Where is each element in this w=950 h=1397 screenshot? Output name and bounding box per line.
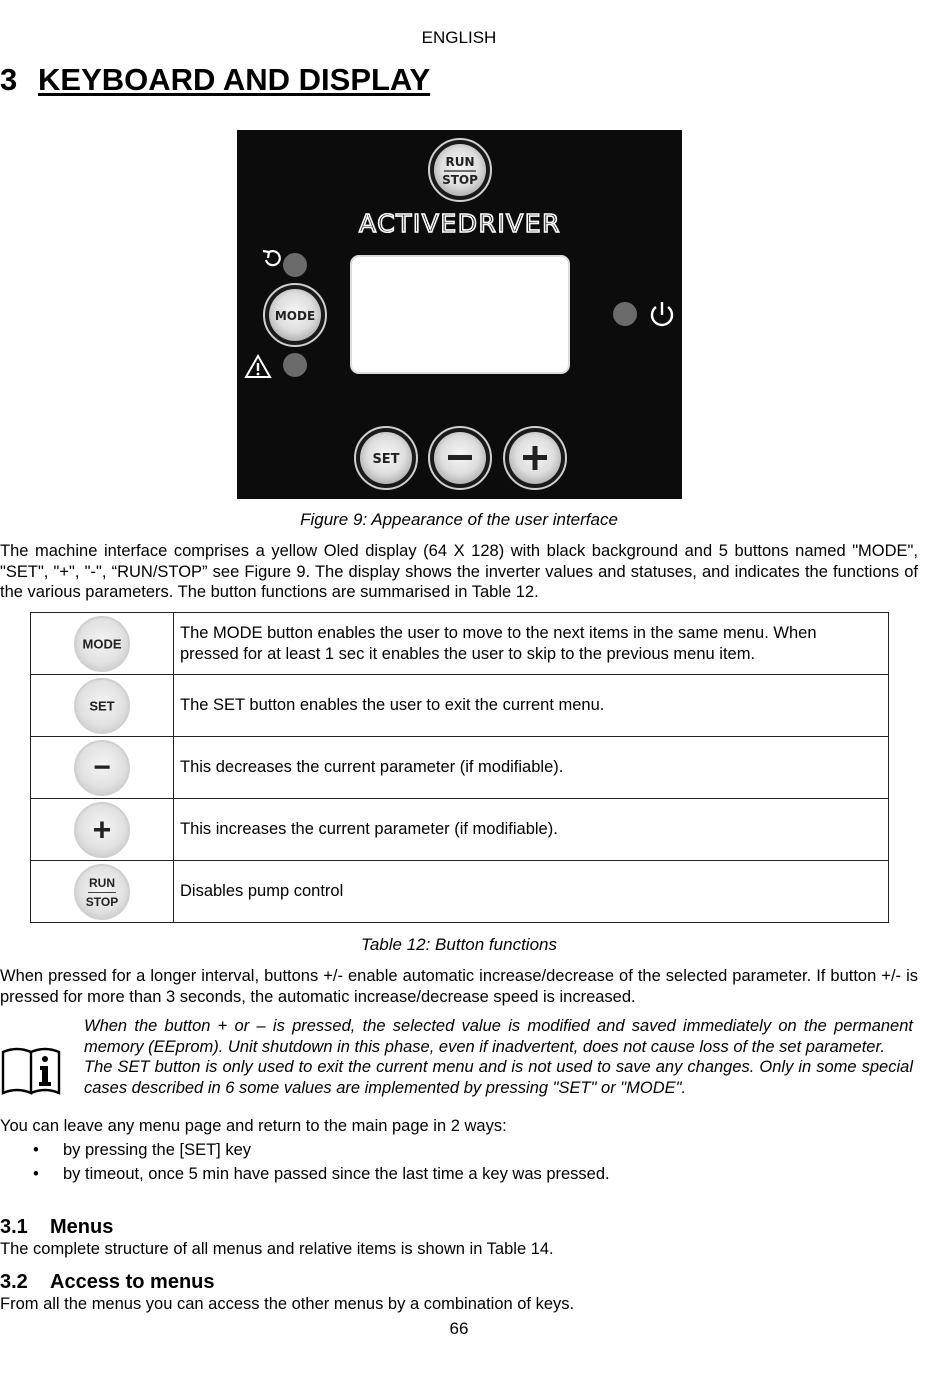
power-icon xyxy=(652,302,672,325)
long-press-text: When pressed for a longer interval, buttons +/- enable automatic increase/decrease of the selected parameter. If button +/- is pressed for more than 3 seconds, the automatic increase/decrease speed is increased. xyxy=(0,967,918,1006)
intro-paragraph xyxy=(0,541,918,603)
run-label: RUN xyxy=(445,155,475,169)
note-box xyxy=(84,1016,913,1098)
plus-button[interactable] xyxy=(504,427,566,489)
subsection-text-3-2: From all the menus you can access the other menus by a combination of keys. xyxy=(0,1295,575,1313)
subsection-heading-3-1: 3.1 Menus xyxy=(0,1216,114,1238)
alarm-led xyxy=(283,353,307,377)
run-stop-button-icon: RUN STOP xyxy=(74,864,130,920)
control-panel-drawing xyxy=(237,130,682,499)
table-row xyxy=(31,799,889,861)
set-button[interactable] xyxy=(355,427,417,489)
minus-button-icon: − xyxy=(74,740,130,796)
set-button-icon: SET xyxy=(74,678,130,734)
section-title: KEYBOARD AND DISPLAY xyxy=(38,62,431,97)
refresh-icon xyxy=(263,251,280,265)
figure-caption: Figure 9: Appearance of the user interface xyxy=(300,510,618,529)
mode-button-icon: MODE xyxy=(74,616,130,672)
leave-menu-list xyxy=(0,1138,610,1186)
stop-label: STOP xyxy=(442,173,478,187)
leave-menu-intro: You can leave any menu page and return to the main page in 2 ways: xyxy=(0,1117,507,1135)
table-row xyxy=(31,613,889,675)
control-panel-figure xyxy=(237,130,682,499)
mode-label: MODE xyxy=(274,309,316,323)
section-heading xyxy=(0,62,430,98)
list-item: • by pressing the [SET] key xyxy=(0,1138,610,1162)
power-led xyxy=(613,302,637,326)
brand-logo: ACTIVEDRIVER xyxy=(359,209,561,238)
list-item: • by timeout, once 5 min have passed since the last time a key was pressed. xyxy=(0,1162,610,1186)
run-stop-description: Disables pump control xyxy=(174,861,889,923)
section-number: 3 xyxy=(0,62,18,97)
mode-button[interactable] xyxy=(264,284,326,346)
warning-icon xyxy=(246,356,270,377)
page-header-language: ENGLISH xyxy=(421,28,497,47)
plus-button-icon: + xyxy=(74,802,130,858)
table-row xyxy=(31,861,889,923)
set-label: SET xyxy=(372,452,400,467)
status-led-1 xyxy=(283,253,307,277)
button-functions-table xyxy=(30,612,889,923)
note-line-2: The SET button is only used to exit the current menu and is not used to save any changes. Only in some special cases described in 6 some values are implemented by pressing "SET" or "MODE". xyxy=(84,1058,913,1097)
table-row xyxy=(31,675,889,737)
intro-paragraph-text: The machine interface comprises a yellow Oled display (64 X 128) with black background and 5 buttons named "MODE", "SET", "+", "-", “RUN/STOP” see Figure 9. The display shows the inverter values and statuses, and indicates the functions of the various parameters. The button functions are summarised in Table 12. xyxy=(0,542,918,601)
minus-description: This decreases the current parameter (if modifiable). xyxy=(174,737,889,799)
subsection-text-3-1: The complete structure of all menus and relative items is shown in Table 14. xyxy=(0,1240,554,1258)
run-stop-button[interactable] xyxy=(429,139,491,201)
subsection-heading-3-2: 3.2 Access to menus xyxy=(0,1271,215,1293)
oled-display xyxy=(351,256,569,373)
set-description: The SET button enables the user to exit the current menu. xyxy=(174,675,889,737)
table-caption: Table 12: Button functions xyxy=(361,935,557,954)
mode-description: The MODE button enables the user to move to the next items in the same menu. When pressed for at least 1 sec it enables the user to skip to the previous menu item. xyxy=(174,613,889,675)
page-number: 66 xyxy=(449,1319,469,1338)
long-press-paragraph xyxy=(0,966,918,1007)
info-book-icon xyxy=(0,1044,64,1096)
plus-description: This increases the current parameter (if modifiable). xyxy=(174,799,889,861)
minus-button[interactable] xyxy=(429,427,491,489)
note-line-1: When the button + or – is pressed, the selected value is modified and saved immediately on the permanent memory (EEprom). Unit shutdown in this phase, even if inadvertent, does not cause loss of the set parameter. xyxy=(84,1017,913,1056)
table-row xyxy=(31,737,889,799)
